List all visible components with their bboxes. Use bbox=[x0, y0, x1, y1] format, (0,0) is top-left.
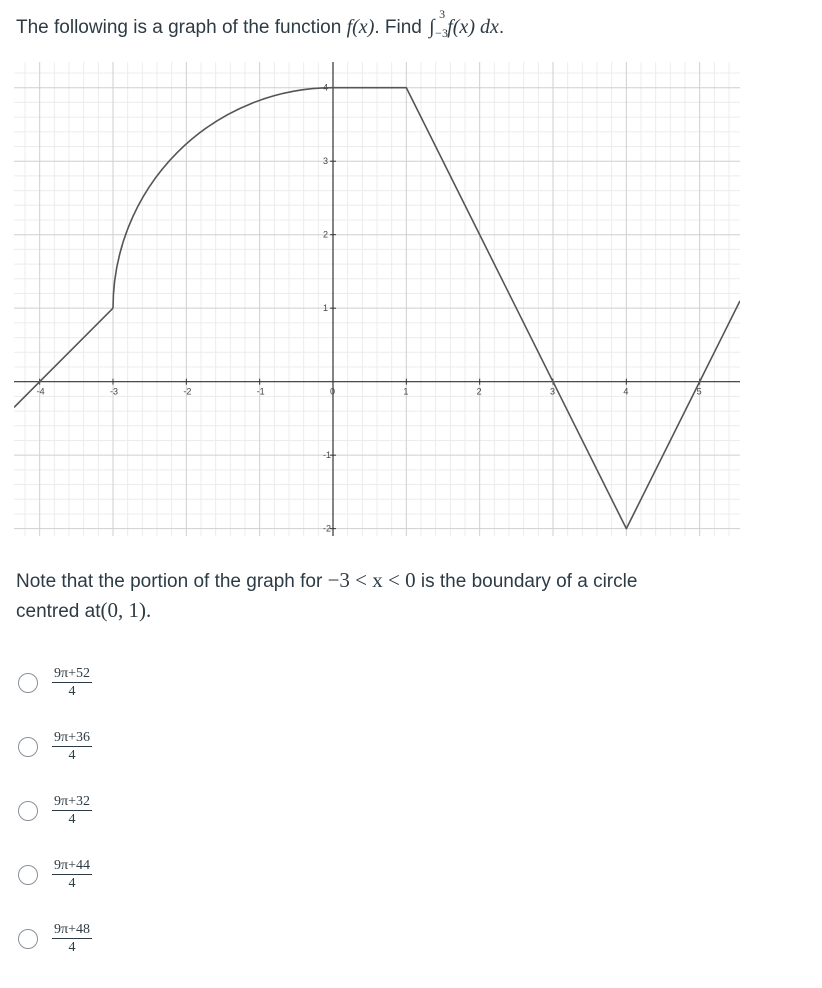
option-numerator: 9π+32 bbox=[54, 794, 90, 809]
option-fraction bbox=[52, 730, 92, 763]
y-tick-label: -1 bbox=[323, 450, 332, 461]
y-tick-label: 1 bbox=[323, 303, 329, 314]
function-name: f(x) bbox=[346, 16, 375, 38]
x-tick-label: 1 bbox=[403, 386, 409, 397]
option-numerator: 9π+36 bbox=[54, 730, 90, 745]
y-tick-label: 2 bbox=[323, 229, 329, 240]
x-tick-label: 5 bbox=[696, 386, 702, 397]
graph-arc-segment bbox=[113, 88, 333, 308]
integrand: f(x) dx bbox=[447, 16, 499, 38]
note-prefix: Note that the portion of the graph for bbox=[16, 571, 328, 592]
y-tick-label: 4 bbox=[323, 82, 329, 93]
option-denominator: 4 bbox=[68, 812, 76, 827]
answer-option-2[interactable] bbox=[18, 730, 92, 763]
answer-option-1[interactable] bbox=[18, 666, 92, 699]
option-numerator: 9π+52 bbox=[54, 666, 90, 681]
question-prefix: The following is a graph of the function bbox=[16, 17, 347, 38]
option-fraction bbox=[52, 794, 92, 827]
note-condition: −3 < x < 0 bbox=[327, 568, 416, 592]
option-denominator: 4 bbox=[68, 684, 76, 699]
integral-upper-limit: 3 bbox=[439, 7, 446, 21]
x-tick-label: -1 bbox=[256, 386, 265, 397]
note-center: (0, 1) bbox=[100, 598, 146, 622]
integral-lower-limit: −3 bbox=[435, 26, 448, 40]
integral-expression: ∫ 3 −3 bbox=[429, 7, 448, 40]
question-mid: . Find bbox=[374, 17, 428, 38]
x-tick-label: 4 bbox=[623, 386, 629, 397]
note-suffix: . bbox=[146, 598, 152, 622]
option-denominator: 4 bbox=[68, 876, 76, 891]
x-tick-label: 0 bbox=[330, 386, 336, 397]
question-suffix: . bbox=[498, 17, 505, 38]
option-fraction bbox=[52, 666, 92, 699]
option-fraction bbox=[52, 922, 92, 955]
option-numerator: 9π+48 bbox=[54, 922, 90, 937]
y-tick-label: -2 bbox=[323, 523, 332, 534]
radio-button[interactable] bbox=[18, 737, 38, 757]
answer-option-4[interactable] bbox=[18, 858, 92, 891]
function-graph bbox=[14, 62, 740, 536]
radio-button[interactable] bbox=[18, 673, 38, 693]
note-middle: is the boundary of a circle bbox=[415, 571, 638, 592]
note-line2: centred at bbox=[16, 601, 101, 622]
x-tick-label: -2 bbox=[183, 386, 192, 397]
option-denominator: 4 bbox=[68, 748, 76, 763]
radio-button[interactable] bbox=[18, 801, 38, 821]
option-fraction bbox=[52, 858, 92, 891]
radio-button[interactable] bbox=[18, 865, 38, 885]
x-tick-label: 3 bbox=[550, 386, 556, 397]
question-text bbox=[16, 7, 505, 40]
answer-option-3[interactable] bbox=[18, 794, 92, 827]
radio-button[interactable] bbox=[18, 929, 38, 949]
x-tick-label: -4 bbox=[36, 386, 45, 397]
x-tick-label: 2 bbox=[476, 386, 482, 397]
y-tick-label: 3 bbox=[323, 156, 329, 167]
answer-option-5[interactable] bbox=[18, 922, 92, 955]
x-tick-label: -3 bbox=[110, 386, 119, 397]
option-numerator: 9π+44 bbox=[54, 858, 90, 873]
option-denominator: 4 bbox=[68, 940, 76, 955]
note-text bbox=[16, 566, 716, 626]
